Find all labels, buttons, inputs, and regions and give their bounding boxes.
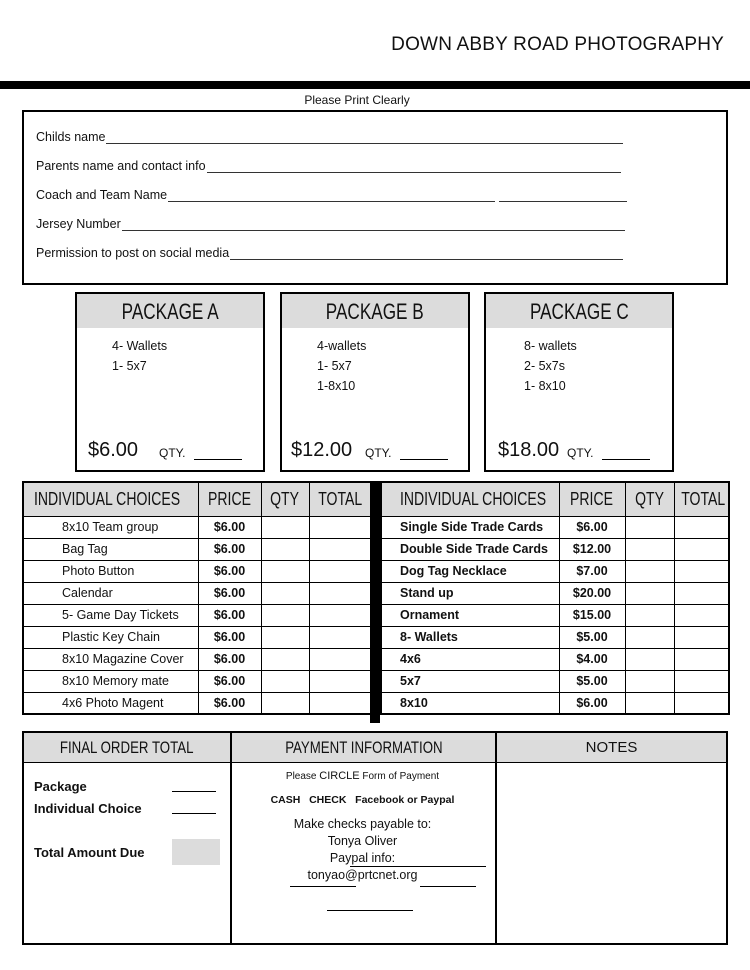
qty-cell[interactable] bbox=[625, 626, 674, 648]
package-item: 2- 5x7s bbox=[524, 359, 565, 373]
package-title: PACKAGE B bbox=[282, 294, 468, 328]
item-name: Double Side Trade Cards bbox=[381, 538, 559, 560]
field-line bbox=[230, 248, 623, 260]
paypal-line bbox=[350, 866, 486, 867]
qty-cell[interactable] bbox=[625, 516, 674, 538]
total-cell[interactable] bbox=[309, 670, 371, 692]
qty-cell[interactable] bbox=[261, 670, 309, 692]
package-item: 1- 5x7 bbox=[112, 359, 147, 373]
package-items bbox=[524, 336, 577, 396]
item-price: $5.00 bbox=[559, 670, 625, 692]
qty-cell[interactable] bbox=[625, 648, 674, 670]
table-row bbox=[23, 582, 371, 604]
parents-contact-field[interactable] bbox=[36, 159, 621, 173]
item-price: $6.00 bbox=[559, 516, 625, 538]
qty-cell[interactable] bbox=[625, 692, 674, 714]
total-cell[interactable] bbox=[309, 626, 371, 648]
package-item: 4-wallets bbox=[317, 339, 367, 353]
table-row bbox=[381, 670, 729, 692]
package-item: 1-8x10 bbox=[317, 379, 356, 393]
qty-label: QTY. bbox=[365, 446, 392, 460]
table-row bbox=[23, 626, 371, 648]
item-price: $15.00 bbox=[559, 604, 625, 626]
item-price: $7.00 bbox=[559, 560, 625, 582]
col-header-price: PRICE bbox=[559, 482, 625, 516]
total-cell[interactable] bbox=[309, 582, 371, 604]
item-price: $6.00 bbox=[198, 538, 261, 560]
item-name: 8x10 Team group bbox=[23, 516, 198, 538]
table-row bbox=[381, 538, 729, 560]
item-price: $6.00 bbox=[198, 692, 261, 714]
item-price: $6.00 bbox=[198, 604, 261, 626]
signature-line bbox=[327, 910, 413, 911]
paypal-info-label: Paypal info: bbox=[329, 851, 396, 865]
header-divider bbox=[0, 81, 750, 89]
total-cell[interactable] bbox=[674, 670, 729, 692]
table-row bbox=[23, 516, 371, 538]
table-row bbox=[381, 604, 729, 626]
item-name: 4x6 Photo Magent bbox=[23, 692, 198, 714]
final-order-title: FINAL ORDER TOTAL bbox=[24, 733, 230, 763]
item-price: $5.00 bbox=[559, 626, 625, 648]
signature-line bbox=[290, 886, 356, 887]
package-title: PACKAGE C bbox=[486, 294, 672, 328]
qty-cell[interactable] bbox=[625, 560, 674, 582]
table-row bbox=[381, 560, 729, 582]
item-name: Stand up bbox=[381, 582, 559, 604]
individual-choices-table-left bbox=[22, 481, 372, 715]
item-price: $4.00 bbox=[559, 648, 625, 670]
table-row bbox=[23, 648, 371, 670]
table-row bbox=[23, 560, 371, 582]
signature-line bbox=[420, 886, 476, 887]
tables-divider bbox=[370, 481, 380, 723]
table-row bbox=[381, 516, 729, 538]
package-title: PACKAGE A bbox=[77, 294, 263, 328]
qty-cell[interactable] bbox=[625, 538, 674, 560]
item-name: Bag Tag bbox=[23, 538, 198, 560]
item-name: 8x10 Memory mate bbox=[23, 670, 198, 692]
item-name: 4x6 bbox=[381, 648, 559, 670]
table-row bbox=[23, 538, 371, 560]
coach-team-field[interactable] bbox=[36, 188, 627, 202]
package-total-label: Package bbox=[34, 779, 87, 794]
col-header-item: INDIVIDUAL CHOICES bbox=[23, 482, 198, 516]
item-name: Dog Tag Necklace bbox=[381, 560, 559, 582]
qty-cell[interactable] bbox=[261, 560, 309, 582]
payment-title: PAYMENT INFORMATION bbox=[232, 733, 495, 763]
item-name: Photo Button bbox=[23, 560, 198, 582]
item-price: $6.00 bbox=[198, 516, 261, 538]
notes-section[interactable] bbox=[497, 733, 726, 943]
package-item: 1- 8x10 bbox=[524, 379, 566, 393]
package-total-line[interactable] bbox=[172, 791, 216, 792]
item-name: Single Side Trade Cards bbox=[381, 516, 559, 538]
package-item: 8- wallets bbox=[524, 339, 577, 353]
qty-cell[interactable] bbox=[625, 582, 674, 604]
field-label: Permission to post on social media bbox=[36, 246, 230, 260]
package-price: $6.00 bbox=[88, 439, 139, 461]
qty-cell[interactable] bbox=[261, 582, 309, 604]
table-row bbox=[381, 692, 729, 714]
field-line bbox=[122, 219, 625, 231]
qty-cell[interactable] bbox=[261, 626, 309, 648]
total-cell[interactable] bbox=[309, 538, 371, 560]
field-label: Parents name and contact info bbox=[36, 159, 206, 173]
total-cell[interactable] bbox=[674, 692, 729, 714]
payment-information-section bbox=[232, 733, 497, 943]
payee-name: Tonya Oliver bbox=[327, 834, 398, 848]
order-summary-box bbox=[22, 731, 728, 945]
table-row bbox=[23, 604, 371, 626]
package-item: 1- 5x7 bbox=[317, 359, 352, 373]
table-row bbox=[381, 626, 729, 648]
qty-cell[interactable] bbox=[625, 670, 674, 692]
package-price: $18.00 bbox=[498, 439, 560, 461]
field-label: Jersey Number bbox=[36, 217, 121, 231]
item-price: $6.00 bbox=[198, 582, 261, 604]
total-cell[interactable] bbox=[674, 582, 729, 604]
total-amount-due-box[interactable] bbox=[172, 839, 220, 865]
item-name: Calendar bbox=[23, 582, 198, 604]
item-price: $6.00 bbox=[198, 670, 261, 692]
field-line bbox=[106, 132, 623, 144]
field-line bbox=[499, 190, 627, 202]
col-header-price: PRICE bbox=[198, 482, 261, 516]
field-label: Coach and Team Name bbox=[36, 188, 168, 202]
package-item: 4- Wallets bbox=[112, 339, 168, 353]
table-row bbox=[381, 582, 729, 604]
individual-choice-total-label: Individual Choice bbox=[34, 801, 142, 816]
qty-cell[interactable] bbox=[625, 604, 674, 626]
payment-methods[interactable]: CASH CHECK Facebook or Paypal bbox=[270, 794, 455, 806]
item-name: Plastic Key Chain bbox=[23, 626, 198, 648]
item-price: $12.00 bbox=[559, 538, 625, 560]
qty-cell[interactable] bbox=[261, 604, 309, 626]
total-cell[interactable] bbox=[674, 604, 729, 626]
table-row bbox=[23, 670, 371, 692]
total-cell[interactable] bbox=[309, 604, 371, 626]
qty-input-line[interactable] bbox=[400, 459, 448, 460]
qty-label: QTY. bbox=[567, 446, 594, 460]
qty-label: QTY. bbox=[159, 446, 186, 460]
field-label: Childs name bbox=[36, 130, 106, 144]
item-name: 5- Game Day Tickets bbox=[23, 604, 198, 626]
studio-name: DOWN ABBY ROAD PHOTOGRAPHY bbox=[391, 34, 724, 55]
circle-instruction: Please CIRCLE Form of Payment bbox=[285, 770, 440, 782]
item-name: 8- Wallets bbox=[381, 626, 559, 648]
package-c-card bbox=[484, 292, 674, 472]
qty-input-line[interactable] bbox=[602, 459, 650, 460]
jersey-number-field[interactable] bbox=[36, 217, 625, 231]
total-cell[interactable] bbox=[309, 648, 371, 670]
table-row bbox=[381, 648, 729, 670]
package-items bbox=[317, 336, 366, 396]
qty-cell[interactable] bbox=[261, 648, 309, 670]
item-name: Ornament bbox=[381, 604, 559, 626]
field-line bbox=[207, 161, 621, 173]
item-price: $6.00 bbox=[198, 560, 261, 582]
qty-cell[interactable] bbox=[261, 516, 309, 538]
package-items bbox=[112, 336, 167, 376]
field-line bbox=[168, 190, 495, 202]
customer-info-box bbox=[22, 110, 728, 285]
item-price: $6.00 bbox=[198, 626, 261, 648]
total-cell[interactable] bbox=[309, 692, 371, 714]
print-note: Please Print Clearly bbox=[304, 93, 410, 107]
table-row bbox=[23, 692, 371, 714]
package-a-card bbox=[75, 292, 265, 472]
qty-cell[interactable] bbox=[261, 538, 309, 560]
total-cell[interactable] bbox=[309, 516, 371, 538]
notes-title: NOTES bbox=[497, 733, 726, 763]
payable-to-label: Make checks payable to: bbox=[293, 817, 432, 831]
item-name: 8x10 Magazine Cover bbox=[23, 648, 198, 670]
item-name: 5x7 bbox=[381, 670, 559, 692]
total-amount-due-label: Total Amount Due bbox=[34, 845, 145, 860]
item-price: $6.00 bbox=[198, 648, 261, 670]
total-cell[interactable] bbox=[674, 560, 729, 582]
col-header-total: TOTAL bbox=[309, 482, 371, 516]
total-cell[interactable] bbox=[674, 648, 729, 670]
package-price: $12.00 bbox=[291, 439, 353, 461]
col-header-qty: QTY bbox=[625, 482, 674, 516]
package-b-card bbox=[280, 292, 470, 472]
paypal-email: tonyao@prtcnet.org bbox=[307, 868, 418, 882]
childs-name-field[interactable] bbox=[36, 130, 623, 144]
qty-cell[interactable] bbox=[261, 692, 309, 714]
col-header-qty: QTY bbox=[261, 482, 309, 516]
final-order-total-section bbox=[24, 733, 232, 943]
total-cell[interactable] bbox=[309, 560, 371, 582]
qty-input-line[interactable] bbox=[194, 459, 242, 460]
total-cell[interactable] bbox=[674, 626, 729, 648]
item-name: 8x10 bbox=[381, 692, 559, 714]
total-cell[interactable] bbox=[674, 538, 729, 560]
col-header-item: INDIVIDUAL CHOICES bbox=[381, 482, 559, 516]
col-header-total: TOTAL bbox=[674, 482, 729, 516]
total-cell[interactable] bbox=[674, 516, 729, 538]
individual-choices-table-right bbox=[380, 481, 730, 715]
individual-choice-total-line[interactable] bbox=[172, 813, 216, 814]
item-price: $6.00 bbox=[559, 692, 625, 714]
item-price: $20.00 bbox=[559, 582, 625, 604]
social-media-permission-field[interactable] bbox=[36, 246, 623, 260]
